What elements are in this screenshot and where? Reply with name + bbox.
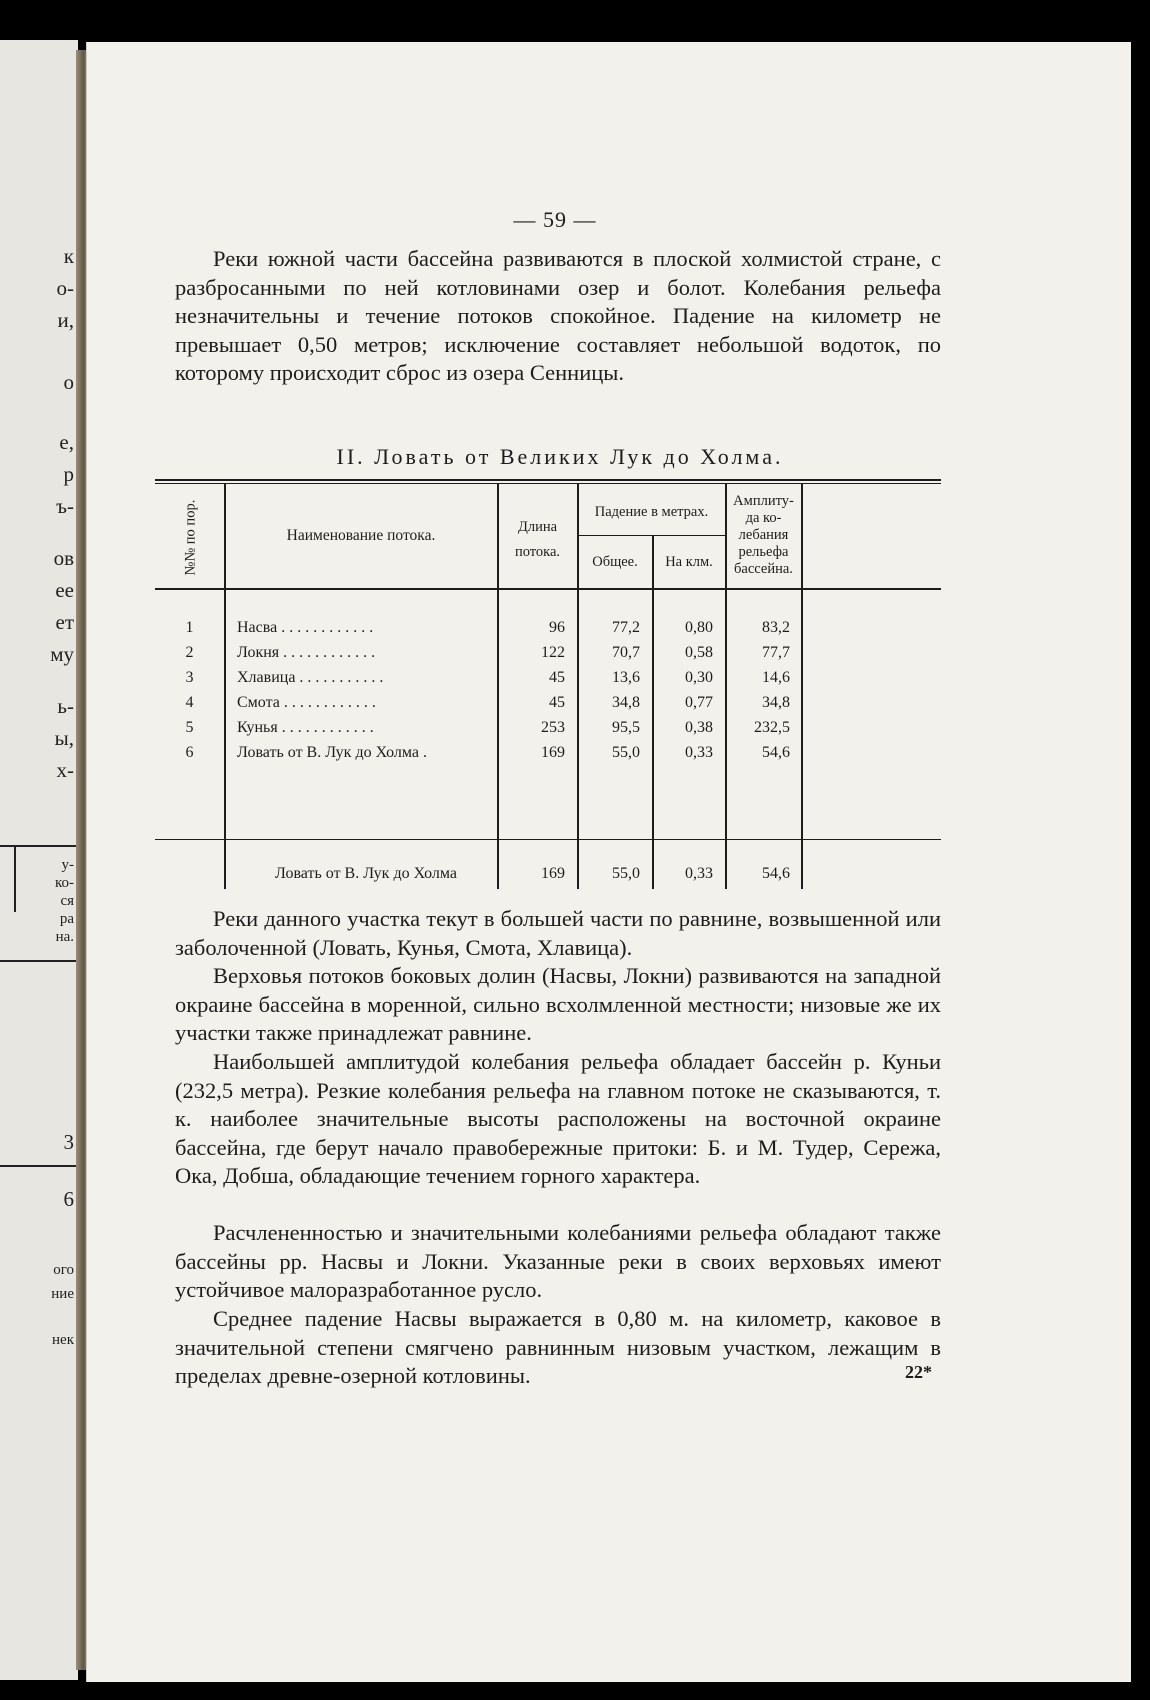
table-header-rule — [155, 588, 941, 590]
left-text-fragment: к — [63, 244, 74, 268]
left-table-fragment: ра — [59, 911, 74, 927]
header-name: Наименование потока. — [286, 527, 436, 544]
left-digit: 3 — [63, 1130, 74, 1154]
page-number: — 59 — — [513, 207, 597, 232]
left-page-fragment — [0, 40, 78, 1680]
table-top-rule — [155, 483, 941, 484]
header-fall-total: Общее. — [592, 554, 638, 570]
left-text-fragment: ь- — [57, 694, 74, 718]
table-summary-rule — [155, 839, 941, 840]
left-text-fragment: ъ- — [56, 494, 74, 518]
left-table-rule — [0, 845, 78, 847]
left-text-fragment: ет — [55, 610, 74, 634]
left-table-rule — [0, 1165, 78, 1167]
left-table-fragment: на. — [55, 929, 74, 945]
signature-mark: 22* — [905, 1362, 932, 1382]
paragraph-5: Расчлененностью и значительными колебаниями рельефа обладают также бассейны рр. Насвы и Локни. Указанные реки в своих верховьях имеют устойчивое малоразработанное русло. — [175, 1220, 941, 1302]
left-table-fragment: у- — [61, 857, 74, 873]
left-text-fragment: ого — [53, 1262, 74, 1278]
left-digit: 6 — [63, 1187, 74, 1211]
header-amplitude: Амплиту- да ко- лебания рельефа бассейна. — [733, 493, 794, 577]
left-text-fragment: и, — [57, 308, 74, 332]
left-text-fragment: ов — [53, 546, 74, 570]
header-length: Длина потока. — [514, 519, 561, 560]
paragraph-4: Наибольшей амплитудой колебания рельефа обладает бассейн р. Куньи (232,5 метра). Резкие колебания рельефа на главном потоке не сказываются, т. к. наиболее значительные высоты расположены на восточной окраине бассейна, где берут начало правобережные притоки: Б. и М. Тудер, Сережа, Ока, Добша, обладающие течением горного характера. — [175, 1049, 941, 1188]
paragraph-6: Среднее падение Насвы выражается в 0,80 м. на километр, каковое в значительной степени смягчено равнинным низовым участком, лежащим в пределах древне-озерной котловины. — [175, 1306, 941, 1388]
table-top-rule — [155, 479, 941, 481]
header-number: №№ по пор. — [182, 499, 199, 576]
left-text-fragment: х- — [56, 758, 74, 782]
left-text-fragment: о- — [56, 276, 74, 300]
left-text-fragment: ние — [51, 1286, 74, 1302]
header-fall: Падение в метрах. — [594, 504, 709, 520]
left-text-fragment: ее — [55, 578, 74, 602]
table-col-rule — [224, 484, 226, 889]
table-col-rule — [801, 484, 803, 889]
main-page — [86, 42, 1131, 1682]
left-text-fragment: нек — [52, 1332, 74, 1348]
left-table-fragment: ко- — [54, 875, 74, 891]
left-table-rule — [0, 960, 78, 962]
left-table-fragment: ся — [60, 893, 74, 909]
left-text-fragment: му — [50, 642, 74, 666]
left-text-fragment: р — [63, 462, 74, 486]
left-text-fragment: о — [63, 370, 74, 394]
section-title: II. Ловать от Великих Лук до Холма. — [336, 444, 784, 469]
left-text-fragment: ы, — [54, 726, 74, 750]
paragraph-3: Верховья потоков боковых долин (Насвы, Локни) развиваются на западной окраине бассейна в моренной, сильно всхолмленной местности; низовые же их участки также принадлежат равнине. — [175, 963, 941, 1045]
table-col-rule — [652, 535, 654, 889]
left-text-fragment: е, — [59, 430, 74, 454]
paragraph-1: Реки южной части бассейна развиваются в плоской холмистой стране, с разбросанными по ней котловинами озер и болот. Колебания рельефа незначительны и течение потоков спокойное. Падение на километр не превышает 0,50 метров; исключение составляет небольшой водоток, по которому происходит сброс из озера Сенницы. — [175, 246, 941, 385]
river-table: №№ по пор. Наименование потока. Длина потока. Падение в метрах. Общее. На клм. Амплиту- да ко- лебания рельефа бассейна. 1 Насва . . . . . . . . . . . . 96 77,2 0,80 83,2 2 Локня . . . . . . . . . . . . 122 70,7 0,58 77,7 3 Хлавица . . . . . . . . . . . 45 13,6 0,30 14,6 4 Смота . . . . . . . . . . . . 45 34,8 0,77 34,8 5 Кунья . . . . . . . . . . . . 253 95,5 0,38 232,5 6 Ловать от В. Лук до Холма . 169 55,0 0,33 54,6 Ловать от В. Лук до Холма 169 55,0 0,33 54,6 — [155, 479, 941, 889]
header-fall-per-km: На клм. — [665, 554, 713, 570]
paragraph-2: Реки данного участка текут в большей части по равнине, возвышенной или заболоченной (Ловать, Кунья, Смота, Хлавица). — [175, 906, 941, 960]
